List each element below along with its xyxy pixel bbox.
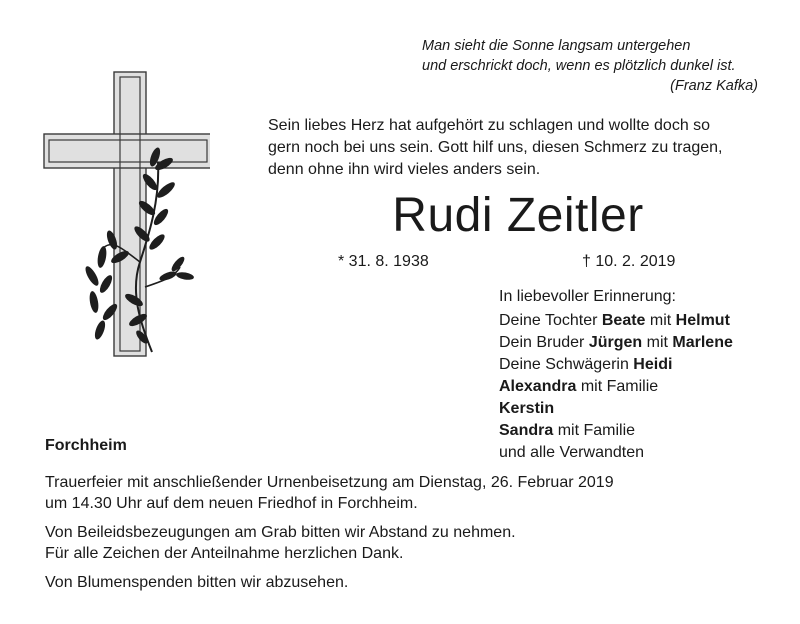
mourner-name: Helmut bbox=[675, 312, 730, 329]
mourner-text: mit bbox=[645, 312, 676, 329]
quote-line-2: und erschrickt doch, wenn es plötzlich dunkel ist. bbox=[422, 58, 736, 74]
funeral-info bbox=[45, 472, 765, 514]
funeral-line-2: um 14.30 Uhr auf dem neuen Friedhof in Forchheim. bbox=[45, 495, 418, 512]
condolence-line-2: Für alle Zeichen der Anteilnahme herzlichen Dank. bbox=[45, 545, 404, 562]
mourner-line bbox=[499, 420, 789, 442]
condolence-info bbox=[45, 522, 765, 564]
mourner-name: Marlene bbox=[672, 334, 733, 351]
funeral-line-1: Trauerfeier mit anschließender Urnenbeisetzung am Dienstag, 26. Februar 2019 bbox=[45, 474, 614, 491]
intro-line-1: Sein liebes Herz hat aufgehört zu schlagen und wollte doch so bbox=[268, 117, 711, 134]
deceased-name: Rudi Zeitler bbox=[392, 189, 644, 242]
quote-block bbox=[380, 36, 758, 96]
intro-line-3: denn ohne ihn wird vieles anders sein. bbox=[268, 161, 541, 178]
condolence-line-1: Von Beileidsbezeugungen am Grab bitten wir Abstand zu nehmen. bbox=[45, 524, 516, 541]
mourner-line bbox=[499, 442, 789, 464]
mourners-heading: In liebevoller Erinnerung: bbox=[499, 288, 676, 305]
intro-text bbox=[268, 115, 768, 181]
mourner-line bbox=[499, 398, 789, 420]
funeral-notices bbox=[45, 472, 765, 601]
mourner-name: Kerstin bbox=[499, 400, 555, 417]
mourner-text: mit Familie bbox=[576, 378, 659, 395]
cross-with-olive-branch-icon bbox=[30, 62, 210, 366]
mourner-name: Sandra bbox=[499, 422, 554, 439]
mourner-name: Alexandra bbox=[499, 378, 577, 395]
mourner-line bbox=[499, 332, 789, 354]
place-name: Forchheim bbox=[45, 437, 127, 454]
mourner-line bbox=[499, 310, 789, 332]
flowers-info bbox=[45, 572, 765, 593]
mourner-line bbox=[499, 376, 789, 398]
mourner-text: Dein Bruder bbox=[499, 334, 589, 351]
mourner-name: Beate bbox=[601, 312, 646, 329]
quote-author: (Franz Kafka) bbox=[670, 78, 758, 94]
mourner-text: mit Familie bbox=[553, 422, 636, 439]
mourner-name: Jürgen bbox=[588, 334, 643, 351]
mourner-line bbox=[499, 354, 789, 376]
mourner-text: Deine Tochter bbox=[499, 312, 602, 329]
mourner-text: Deine Schwägerin bbox=[499, 356, 634, 373]
death-date: † 10. 2. 2019 bbox=[582, 253, 676, 270]
flowers-line-1: Von Blumenspenden bitten wir abzusehen. bbox=[45, 574, 349, 591]
birth-date: * 31. 8. 1938 bbox=[338, 253, 429, 270]
mourners-list bbox=[499, 286, 789, 464]
mourner-text: und alle Verwandten bbox=[499, 444, 644, 461]
mourner-text: mit bbox=[642, 334, 673, 351]
mourner-name: Heidi bbox=[633, 356, 673, 373]
intro-line-2: gern noch bei uns sein. Gott hilf uns, diesen Schmerz zu tragen, bbox=[268, 139, 723, 156]
quote-line-1: Man sieht die Sonne langsam untergehen bbox=[422, 38, 691, 54]
